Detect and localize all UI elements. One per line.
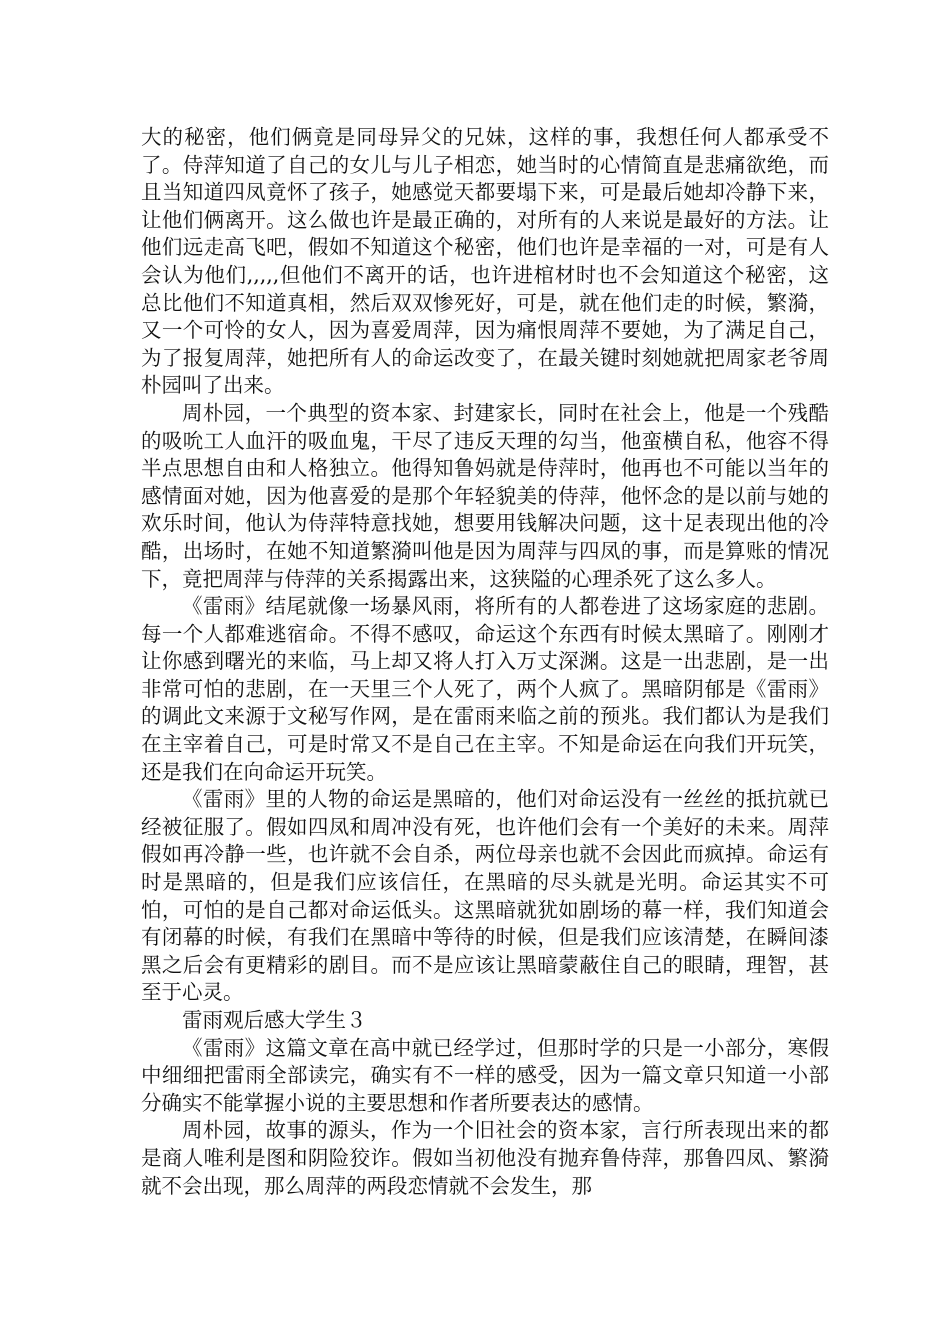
section-heading: 雷雨观后感大学生３ xyxy=(182,1008,367,1032)
paragraph-storm-ending: 《雷雨》结尾就像一场暴风雨，将所有的人都卷进了这场家庭的悲剧。每一个人都难逃宿命。不得不感叹，命运这个东西有时候太黑暗了。刚刚才让你感到曙光的来临，马上却又将人打入万丈深渊。这是一出悲剧，是一出非常可怕的悲剧，在一天里三个人死了，两个人疯了。黑暗阴郁是《雷雨》的调此文来源于文秘写作网，是在雷雨来临之前的预兆。我们都认为是我们在主宰着自己，可是时常又不是自己在主宰。不知是命运在向我们开玩笑，还是我们在向命运开玩笑。 xyxy=(141,594,829,784)
paragraph-zhou-puyuan: 周朴园，一个典型的资本家、封建家长，同时在社会上，他是一个残酷的吸吮工人血汗的吸血鬼，干尽了违反天理的勾当，他蛮横自私，他容不得半点思想自由和人格独立。他得知鲁妈就是侍萍时，他再也不可能以当年的感情面对她，因为他喜爱的是那个年轻貌美的侍萍，他怀念的是以前与她的欢乐时间，他认为侍萍特意找她，想要用钱解决问题，这十足表现出他的冷酷，出场时，在她不知道繁漪叫他是因为周萍与四凤的事，而是算账的情况下，竟把周萍与侍萍的关系揭露出来，这狭隘的心理杀死了这么多人。 xyxy=(141,400,829,591)
paragraph-dark-fate: 《雷雨》里的人物的命运是黑暗的，他们对命运没有一丝丝的抵抗就已经被征服了。假如四凤和周冲没有死，也许他们会有一个美好的未来。周萍假如再冷静一些，也许就不会自杀，两位母亲也就不会因此而疯掉。命运有时是黑暗的，但是我们应该信任，在黑暗的尽头就是光明。命运其实不可怕，可怕的是自己都对命运低头。这黑暗就犹如剧场的幕一样，我们知道会有闭幕的时候，有我们在黑暗中等待的时候，但是我们应该清楚，在瞬间漆黑之后会有更精彩的剧目。而不是应该让黑暗蒙蔽住自己的眼睛，理智，甚至于心灵。 xyxy=(141,787,829,1005)
paragraph-continuation: 大的秘密，他们俩竟是同母异父的兄妹，这样的事，我想任何人都承受不了。侍萍知道了自己的女儿与儿子相恋，她当时的心情简直是悲痛欲绝，而且当知道四凤竟怀了孩子，她感觉天都要塌下来，可是最后她却冷静下来，让他们俩离开。这么做也许是最正确的，对所有的人来说是最好的方法。让他们远走高飞吧，假如不知道这个秘密，他们也许是幸福的一对，可是有人会认为他们,,,,,但他们不离开的话，也许进棺材时也不会知道这个秘密，这总比他们不知道真相，然后双双惨死好，可是，就在他们走的时候，繁漪，又一个可怜的女人，因为喜爱周萍，因为痛恨周萍不要她，为了满足自己，为了报复周萍，她把所有人的命运改变了，在最关键时刻她就把周家老爷周朴园叫了出来。 xyxy=(141,125,829,398)
document-body xyxy=(141,124,829,1200)
paragraph-story-source: 周朴园，故事的源头，作为一个旧社会的资本家，言行所表现出来的都是商人唯利是图和阴险狡诈。假如当初他没有抛弃鲁侍萍，那鲁四凤、繁漪就不会出现，那么周萍的两段恋情就不会发生，那 xyxy=(141,1118,829,1198)
paragraph-reading-experience: 《雷雨》这篇文章在高中就已经学过，但那时学的只是一小部分，寒假中细细把雷雨全部读完，确实有不一样的感受，因为一篇文章只知道一小部分确实不能掌握小说的主要思想和作者所要表达的感情。 xyxy=(141,1035,829,1115)
